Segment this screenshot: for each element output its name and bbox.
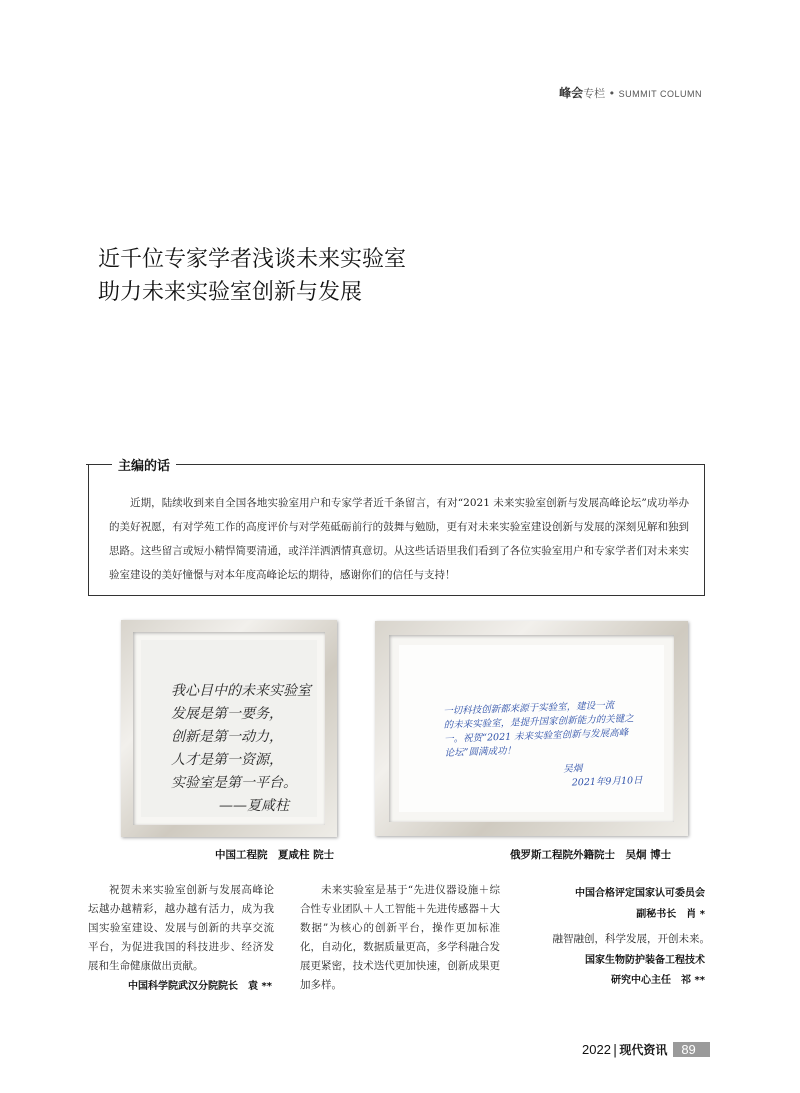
column-name-en: SUMMIT COLUMN xyxy=(618,89,702,99)
article-title xyxy=(98,243,406,309)
column-name: 峰会 xyxy=(559,86,584,100)
calligraphy-line: 我心目中的未来实验室 xyxy=(171,683,311,699)
column-tag xyxy=(559,84,702,101)
message-col-4-org: 国家生物防护装备工程技术 xyxy=(585,955,705,966)
editor-note-label: 主编的话 xyxy=(112,455,176,474)
column-dot: • xyxy=(605,87,619,100)
calligraphy-paper xyxy=(141,640,317,817)
message-col-1-signature: 中国科学院武汉分院院长 袁 ** xyxy=(128,981,272,992)
caption-left: 中国工程院 夏咸柱 院士 xyxy=(215,849,335,861)
calligraphy-date: 2021年9月10日 xyxy=(571,775,643,789)
calligraphy-text-right xyxy=(443,697,662,794)
message-col-3-role: 副秘书长 肖 * xyxy=(636,909,705,920)
calligraphy-line: 论坛”圆满成功！ xyxy=(444,745,517,759)
caption-right: 俄罗斯工程院外籍院士 吴炯 博士 xyxy=(510,849,672,861)
footer-publication: 现代资讯 xyxy=(619,1043,668,1057)
calligraphy-line: 人才是第一资源， xyxy=(171,752,283,768)
title-line-1: 近千位专家学者浅谈未来实验室 xyxy=(98,247,407,272)
calligraphy-signature: ——夏咸柱 xyxy=(219,798,289,814)
calligraphy-paper xyxy=(399,645,664,812)
editor-note-text: 近期，陆续收到来自全国各地实验室用户和专家学者近千条留言，有对“2021 未来实验室创新与发展高峰论坛”成功举办的美好祝愿，有对学苑工作的高度评价与对学苑砥砺前行的鼓舞与勉励，更有对未来实验室建设创新与发展的深刻见解和独到思路。这些留言或短小精悍简要清通，或洋洋洒洒情真意切。从这些话语里我们看到了各位实验室用户和专家学者们对未来实验室建设的美好憧憬与对本年度高峰论坛的期待，感谢你们的信任与支持！ xyxy=(109,497,689,581)
message-col-2: 未来实验室是基于“先进仪器设施＋综合性专业团队＋人工智能＋先进传感器＋大数据”为核心的创新平台，操作更加标准化，自动化，数据质量更高，多学科融合发展更紧密，技术迭代更加快速，创新成果更加多样。 xyxy=(300,884,500,991)
message-col-4-role: 研究中心主任 祁 ** xyxy=(611,975,705,986)
calligraphy-line: 一。祝贺“2021 未来实验室创新与发展高峰 xyxy=(444,727,629,745)
page-footer xyxy=(582,1041,710,1059)
message-col-3: 融智融创，科学发展，开创未来。 xyxy=(552,933,710,945)
page-number: 89 xyxy=(673,1042,709,1057)
column-name-suffix: 专栏 xyxy=(583,87,606,100)
calligraphy-frame-left xyxy=(121,620,337,837)
calligraphy-text-left xyxy=(171,680,331,818)
calligraphy-line: 创新是第一动力， xyxy=(171,729,283,745)
footer-separator: | xyxy=(612,1043,618,1058)
calligraphy-frame-right xyxy=(375,621,688,836)
title-line-2: 助力未来实验室创新与发展 xyxy=(98,280,363,305)
message-col-1: 祝贺未来实验室创新与发展高峰论坛越办越精彩，越办越有活力，成为我国实验室建设、发展与创新的共享交流平台，为促进我国的科技进步、经济发展和生命健康做出贡献。 xyxy=(88,884,274,972)
calligraphy-line: 的未来实验室，是提升国家创新能力的关键之 xyxy=(443,713,634,731)
message-col-3-org: 中国合格评定国家认可委员会 xyxy=(575,888,705,899)
calligraphy-line: 一切科技创新都来源于实验室，建设一流 xyxy=(443,700,615,717)
calligraphy-line: 实验室是第一平台。 xyxy=(171,775,297,791)
calligraphy-line: 发展是第一要务， xyxy=(171,706,283,722)
calligraphy-signature: 吴炯 xyxy=(563,763,583,775)
footer-year: 2022 xyxy=(582,1042,611,1057)
